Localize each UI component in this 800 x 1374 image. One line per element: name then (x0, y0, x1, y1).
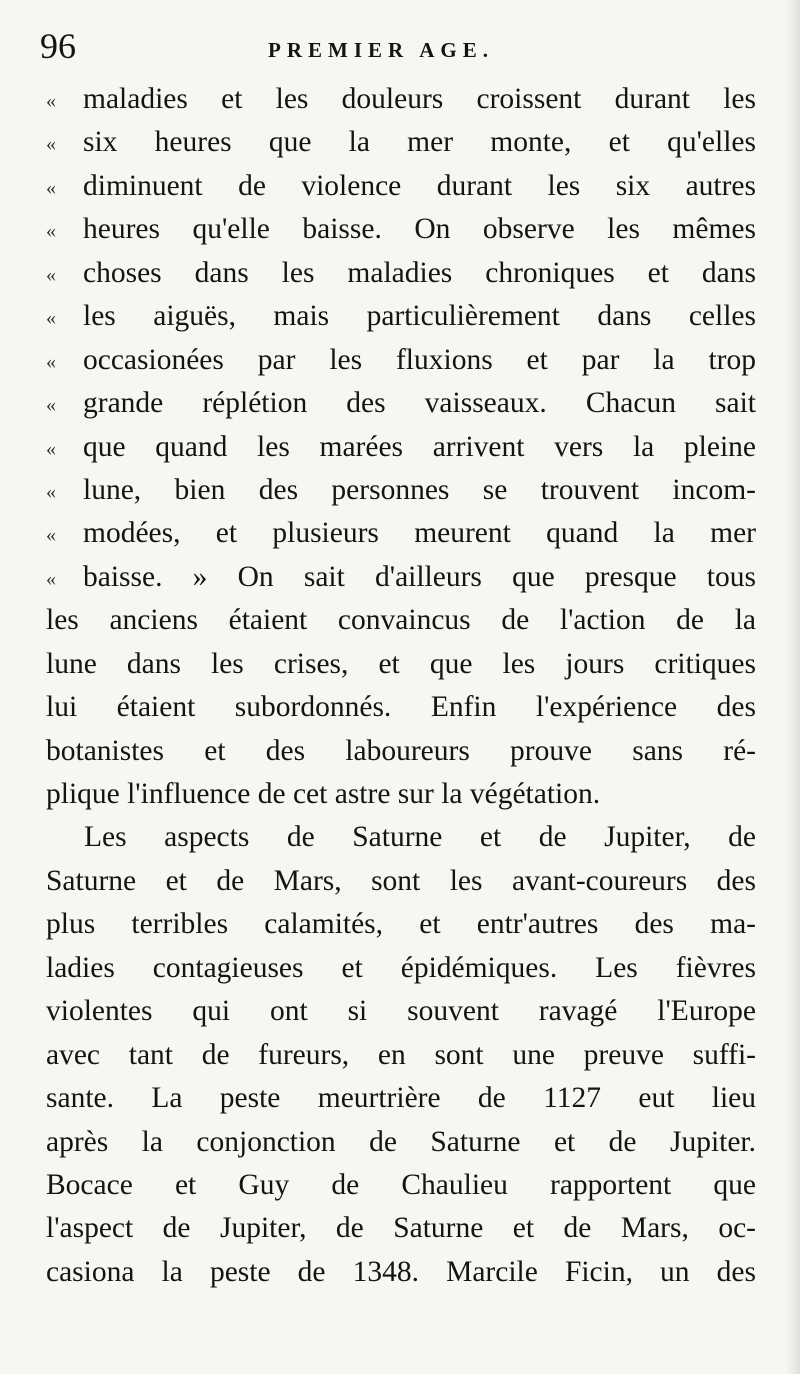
text-line (46, 426, 756, 469)
quote-mark: « (46, 567, 56, 590)
line-text: choses dans les maladies chroniques et dans (83, 256, 756, 289)
quote-mark: « (46, 350, 56, 373)
line-text: baisse. » On sait d'ailleurs que presque tous (83, 560, 756, 593)
line-text: que quand les marées arrivent vers la pleine (83, 430, 756, 463)
text-line (46, 252, 756, 295)
text-line: ladies contagieuses et épidémiques. Les fièvres (46, 951, 756, 984)
quote-mark: « (46, 263, 56, 286)
quote-mark: « (46, 394, 56, 417)
line-text: les aiguës, mais particulièrement dans celles (83, 300, 756, 333)
text-line (46, 469, 756, 512)
line-text: maladies et les douleurs croissent durant les (83, 83, 756, 115)
text-line: Les aspects de Saturne et de Jupiter, de (84, 821, 756, 854)
text-line: l'aspect de Jupiter, de Saturne et de Mars, oc- (46, 1212, 756, 1245)
line-text: heures qu'elle baisse. On observe les mêmes (83, 213, 756, 246)
text-line (46, 78, 756, 121)
quote-mark: « (46, 437, 56, 460)
quote-mark: « (46, 307, 56, 330)
text-line: les anciens étaient convaincus de l'action de la (46, 604, 756, 637)
text-line: avec tant de fureurs, en sont une preuve suffi- (46, 1038, 756, 1071)
text-line (46, 382, 756, 425)
text-line: casiona la peste de 1348. Marcile Ficin, un des (46, 1255, 756, 1288)
text-line (46, 295, 756, 338)
text-line: lune dans les crises, et que les jours critiques (46, 647, 756, 680)
line-text: grande réplétion des vaisseaux. Chacun sait (83, 387, 756, 420)
text-line (46, 339, 756, 382)
text-line: plus terribles calamités, et entr'autres des ma- (46, 908, 756, 941)
line-text: lune, bien des personnes se trouvent incom- (83, 473, 756, 506)
text-line: violentes qui ont si souvent ravagé l'Europe (46, 995, 756, 1028)
quote-mark: « (46, 524, 56, 547)
text-line (46, 512, 756, 555)
quote-mark: « (46, 176, 56, 199)
quote-mark: « (46, 220, 56, 243)
text-line: botanistes et des laboureurs prouve sans ré- (46, 734, 756, 767)
line-text: modées, et plusieurs meurent quand la mer (83, 517, 756, 550)
running-head: PREMIER AGE. (268, 38, 495, 62)
line-text: six heures que la mer monte, et qu'elles (83, 126, 756, 159)
text-line (46, 556, 756, 599)
quote-mark: « (46, 480, 56, 503)
quote-mark: « (46, 133, 56, 156)
text-line: sante. La peste meurtrière de 1127 eut lieu (46, 1082, 756, 1115)
page-number: 96 (40, 26, 76, 66)
text-line (46, 208, 756, 251)
page-edge-shadow (786, 0, 800, 1374)
line-text: diminuent de violence durant les six autres (83, 169, 756, 202)
text-line: Saturne et de Mars, sont les avant-coureurs des (46, 864, 756, 897)
text-line (46, 121, 756, 164)
text-line (46, 165, 756, 208)
text-line: plique l'influence de cet astre sur la végétation. (46, 778, 601, 810)
text-line: après la conjonction de Saturne et de Jupiter. (46, 1125, 756, 1158)
body-text (46, 78, 756, 1294)
text-line: lui étaient subordonnés. Enfin l'expérience des (46, 691, 756, 724)
quote-mark: « (46, 90, 56, 112)
line-text: occasionées par les fluxions et par la trop (83, 343, 756, 376)
text-line: Bocace et Guy de Chaulieu rapportent que (46, 1168, 756, 1201)
